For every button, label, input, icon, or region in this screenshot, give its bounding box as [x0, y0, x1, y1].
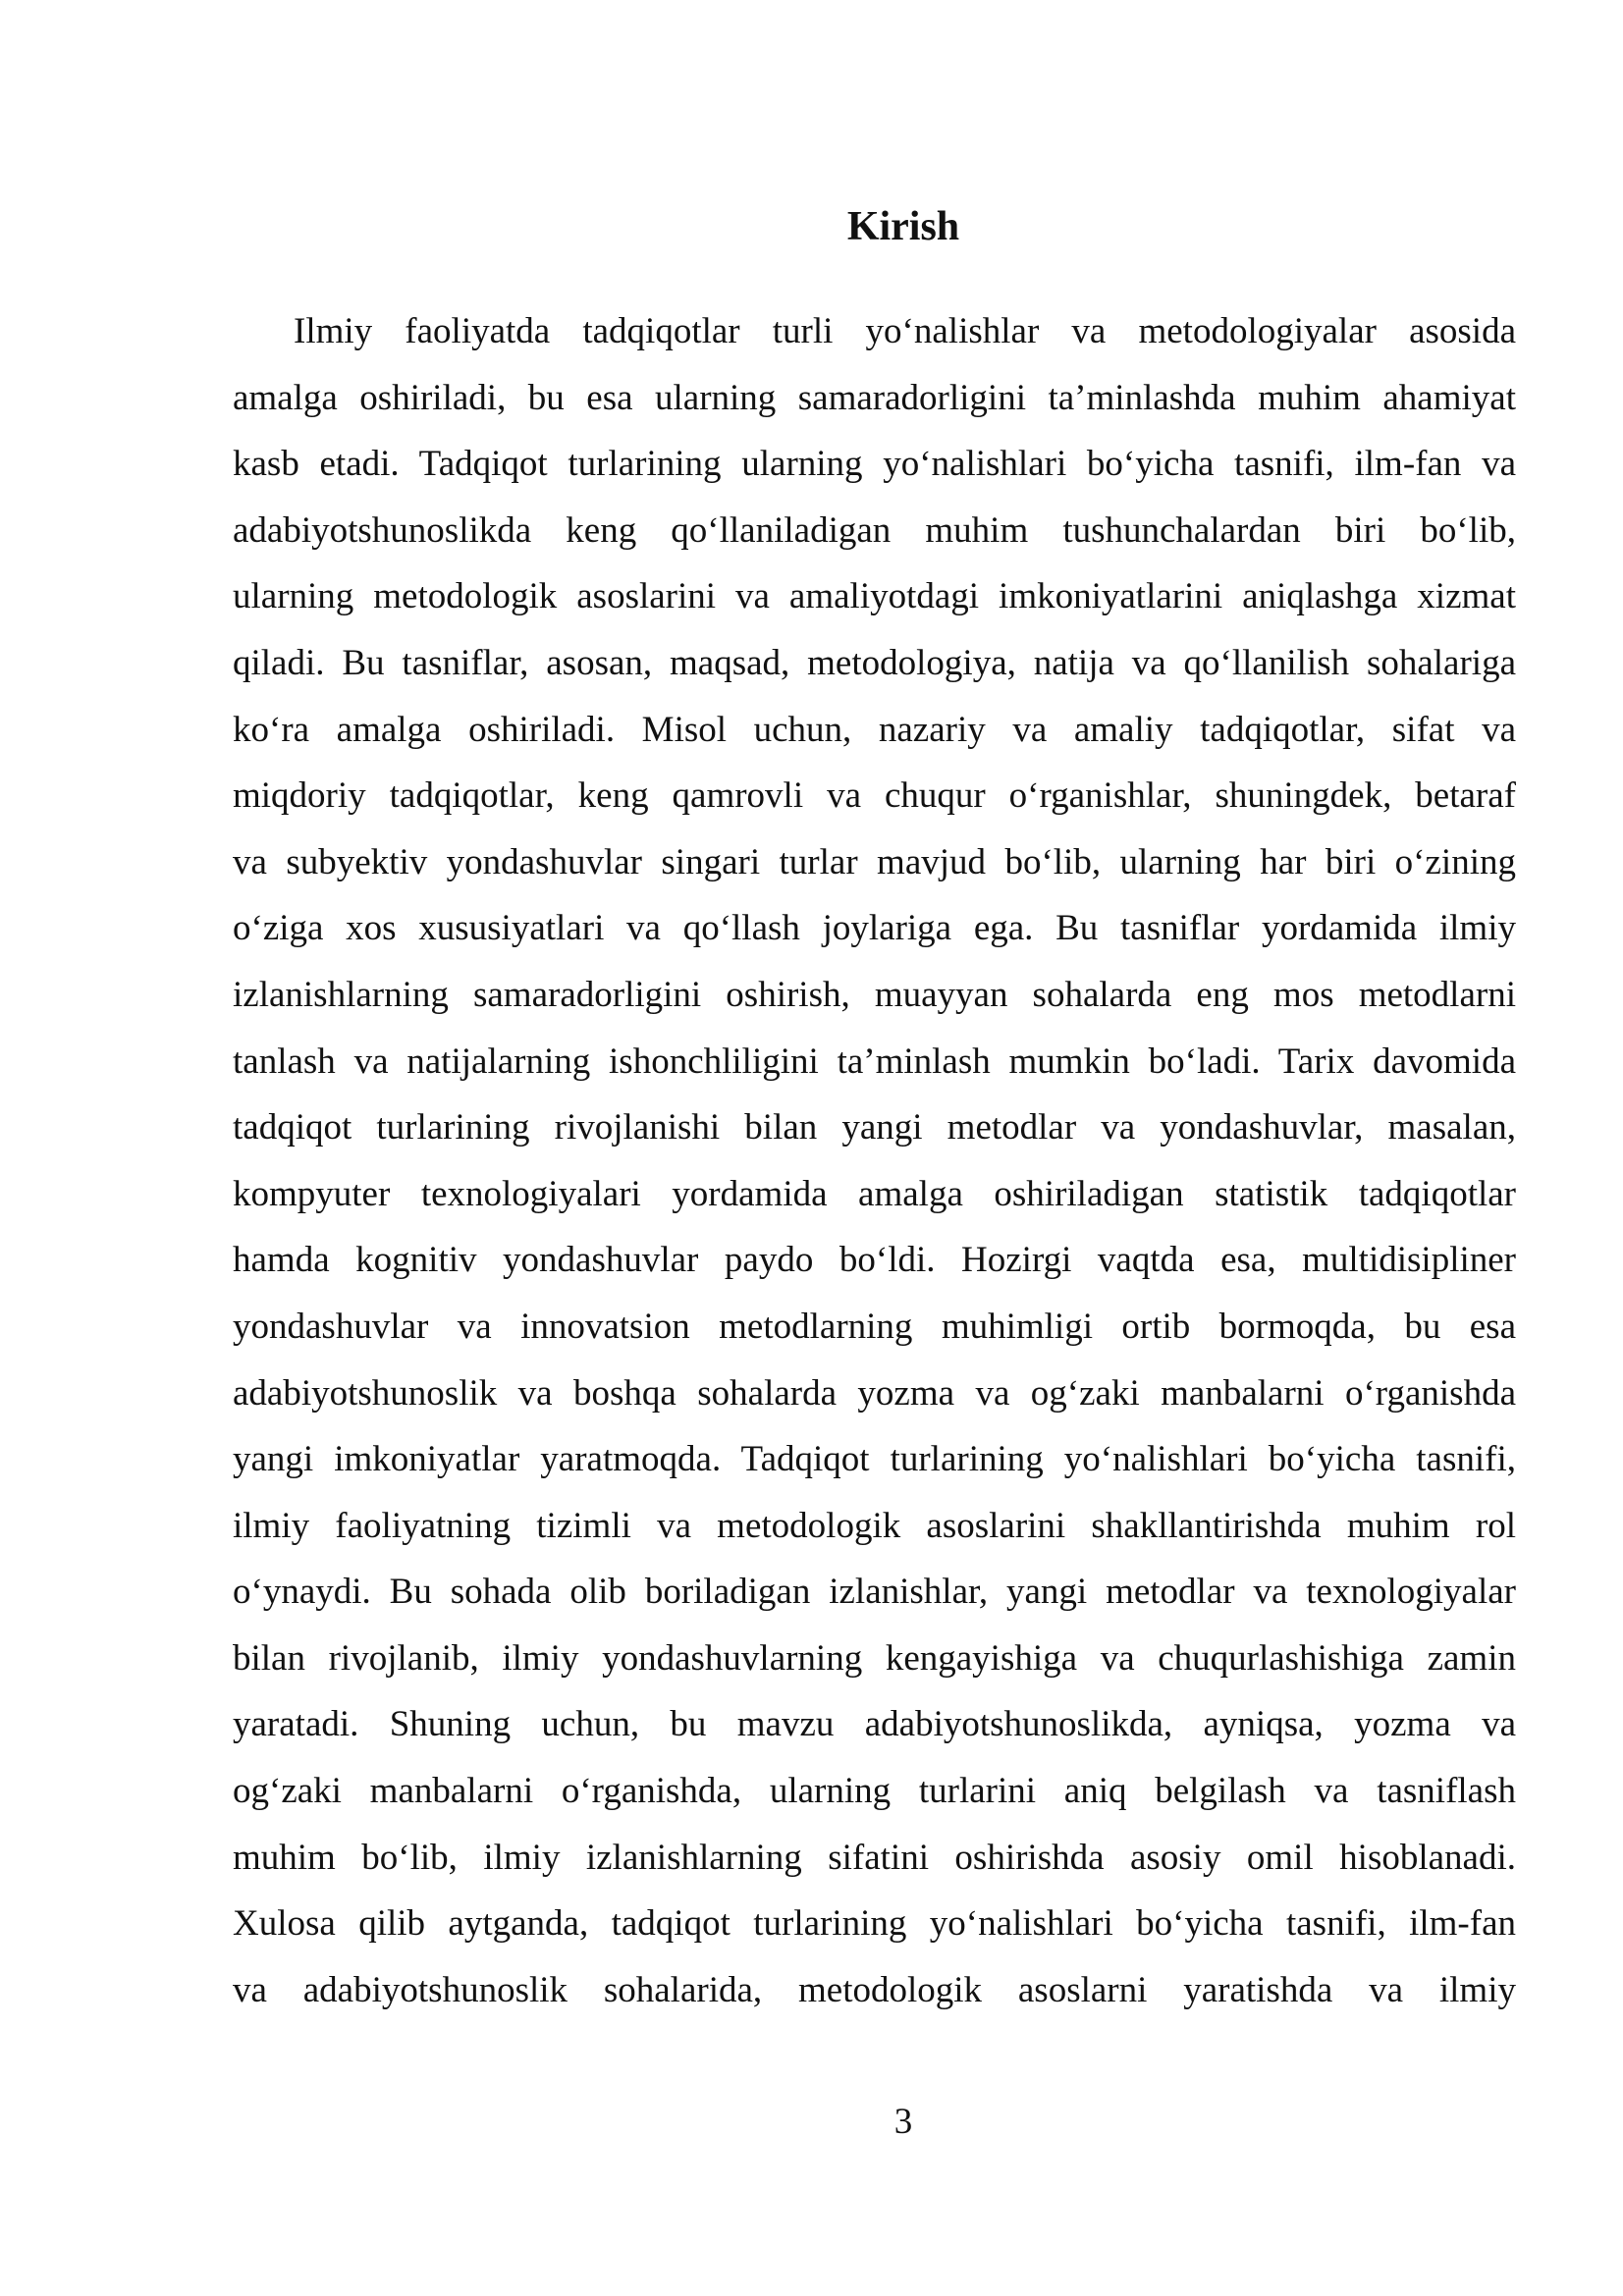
page-number: 3: [893, 2102, 913, 2142]
text-line: yaratadi. Shuning uchun, bu mavzu adabiyotshunoslikda, ayniqsa, yozma va: [233, 1704, 1516, 1745]
text-line: bilan rivojlanib, ilmiy yondashuvlarning kengayishiga va chuqurlashishiga zamin: [233, 1637, 1516, 1679]
text-line: miqdoriy tadqiqotlar, keng qamrovli va chuqur o‘rganishlar, shuningdek, betaraf: [233, 775, 1516, 817]
page-title: Kirish: [846, 204, 960, 249]
text-line: kasb etadi. Tadqiqot turlarining ularning yo‘nalishlari bo‘yicha tasnifi, ilm-fan va: [233, 444, 1516, 485]
text-line: ularning metodologik asoslarini va amaliyotdagi imkoniyatlarini aniqlashga xizmat: [233, 576, 1516, 617]
text-line: va adabiyotshunoslik sohalarida, metodologik asoslarni yaratishda va ilmiy: [233, 1969, 1516, 2010]
text-line: kompyuter texnologiyalari yordamida amalga oshiriladigan statistik tadqiqotlar: [233, 1173, 1516, 1214]
text-line: tanlash va natijalarning ishonchliligini ta’minlash mumkin bo‘ladi. Tarix davomida: [233, 1041, 1516, 1082]
text-line: o‘ynaydi. Bu sohada olib boriladigan izlanishlar, yangi metodlar va texnologiyalar: [233, 1572, 1516, 1613]
text-line: Xulosa qilib aytganda, tadqiqot turlarining yo‘nalishlari bo‘yicha tasnifi, ilm-fan: [233, 1903, 1516, 1945]
text-line: adabiyotshunoslikda keng qo‘llaniladigan muhim tushunchalardan biri bo‘lib,: [233, 509, 1516, 551]
text-line: yondashuvlar va innovatsion metodlarning muhimligi ortib bormoqda, bu esa: [233, 1306, 1516, 1347]
text-line: muhim bo‘lib, ilmiy izlanishlarning sifatini oshirishda asosiy omil hisoblanadi.: [233, 1837, 1516, 1878]
text-line: ko‘ra amalga oshiriladi. Misol uchun, nazariy va amaliy tadqiqotlar, sifat va: [233, 709, 1516, 750]
text-line: og‘zaki manbalarni o‘rganishda, ularning turlarini aniq belgilash va tasniflash: [233, 1771, 1516, 1812]
text-line: va subyektiv yondashuvlar singari turlar mavjud bo‘lib, ularning har biri o‘zining: [233, 841, 1516, 882]
text-line: izlanishlarning samaradorligini oshirish, muayyan sohalarda eng mos metodlarni: [233, 974, 1516, 1015]
text-line: tadqiqot turlarining rivojlanishi bilan yangi metodlar va yondashuvlar, masalan,: [233, 1107, 1516, 1148]
text-line: adabiyotshunoslik va boshqa sohalarda yozma va og‘zaki manbalarni o‘rganishda: [233, 1372, 1516, 1414]
text-line: Ilmiy faoliyatda tadqiqotlar turli yo‘nalishlar va metodologiyalar asosida: [294, 311, 1516, 351]
text-line: yangi imkoniyatlar yaratmoqda. Tadqiqot turlarining yo‘nalishlari bo‘yicha tasnifi,: [233, 1439, 1516, 1480]
text-line: amalga oshiriladi, bu esa ularning samaradorligini ta’minlashda muhim ahamiyat: [233, 377, 1516, 418]
body-paragraph: [233, 298, 1516, 2023]
text-line: ilmiy faoliyatning tizimli va metodologik asoslarini shakllantirishda muhim rol: [233, 1505, 1516, 1546]
text-line: o‘ziga xos xususiyatlari va qo‘llash joylariga ega. Bu tasniflar yordamida ilmiy: [233, 908, 1516, 949]
text-line: hamda kognitiv yondashuvlar paydo bo‘ldi. Hozirgi vaqtda esa, multidisipliner: [233, 1240, 1516, 1281]
text-line: qiladi. Bu tasniflar, asosan, maqsad, metodologiya, natija va qo‘llanilish sohalariga: [233, 642, 1516, 683]
